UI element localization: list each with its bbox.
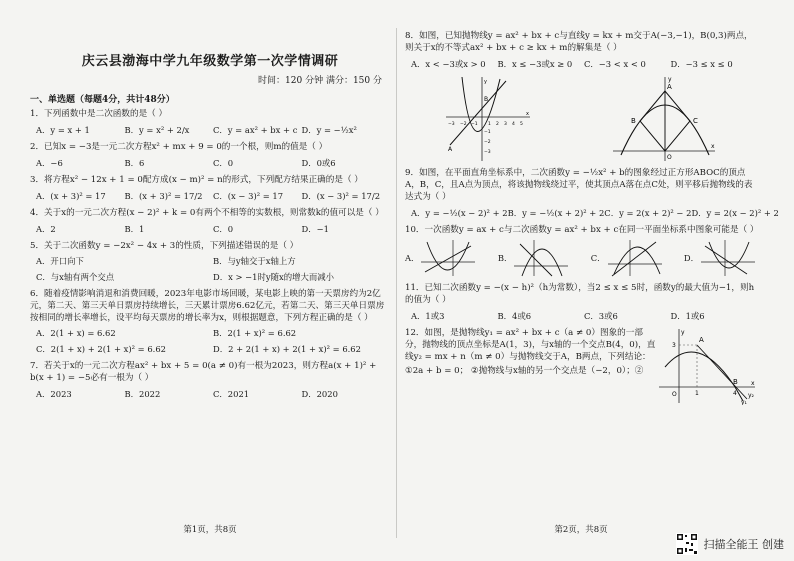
options-1: [36, 124, 390, 136]
point-label-a: A: [699, 336, 704, 344]
option: C．与x轴有两个交点: [36, 272, 115, 282]
exam-page-2: [405, 30, 779, 535]
options-11: [411, 310, 757, 322]
tick-label: −1: [470, 122, 478, 127]
page-fold: [396, 28, 397, 538]
tick-label: −3: [447, 122, 455, 127]
option: A．2023: [36, 389, 72, 399]
option: D．y = 2(x − 2)² + 2: [691, 208, 779, 218]
options-3: [36, 190, 390, 202]
option-graph: [606, 238, 664, 278]
exam-page-1: [30, 30, 390, 535]
options-9: [411, 207, 779, 219]
option: C．3或6: [584, 311, 618, 321]
exam-meta: 时间：120 分钟 满分：150 分: [258, 76, 382, 86]
option: B．2022: [124, 389, 161, 399]
exam-title: 庆云县渤海中学九年级数学第一次学情调研: [81, 54, 339, 69]
axis-label-x: x: [751, 380, 755, 387]
option: B．2(1 + x)² = 6.62: [213, 328, 297, 338]
option: B．y = −½(x + 2)² + 2: [507, 208, 605, 218]
option: B．6: [124, 158, 145, 168]
scanner-label: 扫描全能王 创建: [703, 538, 784, 551]
figures-q8-q9: [405, 75, 757, 163]
option: D．x > −1时y随x的增大而减小: [213, 272, 334, 282]
option: C．−3 < x < 0: [584, 59, 646, 69]
option: A．y = −½(x − 2)² + 2: [411, 208, 508, 218]
tick-label: −2: [459, 122, 467, 127]
question-5: 5．关于二次函数y = −2x² − 4x + 3的性质，下列描述错误的是（ ）: [30, 241, 299, 251]
tick-label: −2: [483, 140, 491, 145]
point-label-a: A: [447, 146, 452, 153]
scanner-watermark: [676, 533, 785, 555]
tick-label: 4: [511, 122, 515, 127]
figure-q8-graph: [444, 75, 534, 163]
question-8: 8．如图，已知抛物线y = ax² + bx + c与直线y = kx + m交于A(−3,−1)，B(0,3)两点，则关于x的不等式ax² + bx + c ≥ kx + m的解集是（ ）: [405, 31, 753, 53]
axis-label-y: y: [483, 79, 487, 85]
option: C．2021: [213, 389, 250, 399]
axis-label-x: x: [525, 111, 529, 117]
options-6: [36, 327, 390, 355]
option: D．2020: [301, 389, 338, 399]
question-6: 6．随着疫情影响消退和消费回暖，2023年电影市场回暖，某电影上映的第一天票房约为2亿元，第二天、第三天单日票房持续增长，三天累计票房6.62亿元，若第二天、第三天单日票房按相同的增长率增长，设平均每天票房的增长率为x，则根据题意，下列方程正确的是（ ）: [30, 289, 385, 323]
tick-label: 2: [495, 122, 499, 127]
point-label-b: B: [733, 378, 738, 386]
tick-label: −1: [483, 130, 491, 135]
point-label-b: B: [630, 117, 636, 125]
question-3: 3．将方程x² − 12x + 1 = 0配方成(x − m)² = n的形式，下列配方结果正确的是（ ）: [30, 175, 363, 185]
question-1: 1．下列函数中是二次函数的是（ ）: [30, 109, 168, 119]
axis-label-y: y: [681, 329, 685, 336]
axis-label-y: y: [667, 76, 672, 83]
option-c: C．: [591, 238, 664, 278]
option: C．0: [213, 158, 234, 168]
question-7: 7．若关于x的一元二次方程ax² + bx + 5 = 0(a ≠ 0)有一根为2023，则方程a(x + 1)² + b(x + 1) = −5必有一根为（ ）: [30, 361, 377, 383]
curve-label: y₁: [741, 399, 747, 405]
option: C．y = 2(x + 2)² − 2: [604, 208, 692, 218]
option: A．开口向下: [36, 256, 84, 266]
option-b: B．: [498, 238, 571, 278]
options-10: [405, 238, 757, 278]
option: A．−6: [36, 158, 63, 168]
point-label-a: A: [666, 83, 672, 91]
option-graph: [512, 238, 570, 278]
page-footer: 第1页，共8页: [183, 525, 237, 535]
options-5: [36, 255, 390, 283]
figure-q9-graph: [611, 75, 719, 163]
option: A．(x + 3)² = 17: [36, 191, 106, 201]
figure-q12-graph: [657, 327, 757, 405]
option-a: A．: [405, 238, 477, 278]
option: B．1: [124, 224, 145, 234]
option: A．2: [36, 224, 56, 234]
options-4: [36, 223, 390, 235]
option: C．(x − 3)² = 17: [213, 191, 284, 201]
question-11: 11．已知二次函数y = −(x − h)²（h为常数），当2 ≤ x ≤ 5时，函数y的最大值为−1，则h的值为（ ）: [405, 283, 755, 305]
section-heading: 一、单选题（每题4分，共计48分）: [30, 95, 175, 105]
question-10: 10．一次函数y = ax + c与二次函数y = ax² + bx + c在同一平面坐标系中图象可能是（ ）: [405, 225, 759, 235]
option-d: D．: [684, 238, 757, 278]
option: D．y = −½x²: [301, 125, 357, 135]
question-12-conclusions: ①2a + b = 0； ②抛物线与x轴的另一个交点是（−2，0）；②: [405, 366, 644, 376]
option: B．与y轴交于x轴上方: [213, 256, 296, 266]
axis-label-x: x: [710, 143, 715, 150]
origin-label: O: [666, 154, 672, 161]
question-12-block: [405, 327, 757, 405]
question-12: 12．如图，是抛物线y₁ = ax² + bx + c（a ≠ 0）图象的一部分，抛物线的顶点坐标是A(1，3)，与x轴的一个交点B(4，0)，直线y₂ = mx + n（m ≠ 0）与抛物线交于A，B两点，下列结论：: [405, 328, 656, 362]
option-graph: [419, 238, 477, 278]
option: A．1或3: [411, 311, 445, 321]
tick-label: 4: [733, 390, 737, 397]
option: C．2(1 + x) + 2(1 + x)² = 6.62: [36, 344, 166, 354]
option: D．−1: [301, 224, 329, 234]
tick-label: 1: [695, 390, 699, 397]
option: D．(x − 3)² = 17/2: [301, 191, 381, 201]
tick-label: 5: [519, 122, 523, 127]
option: D．2 + 2(1 + x) + 2(1 + x)² = 6.62: [213, 344, 361, 354]
options-2: [36, 157, 390, 169]
page-footer: 第2页，共8页: [554, 525, 608, 535]
option-graph: [699, 238, 757, 278]
question-2: 2．已知x = −3是一元二次方程x² + mx + 9 = 0的一个根，则m的值是（ ）: [30, 142, 328, 152]
option: A．y = x + 1: [36, 125, 90, 135]
option: B．(x + 3)² = 17/2: [124, 191, 203, 201]
option: C．0: [213, 224, 234, 234]
tick-label: 3: [503, 122, 507, 127]
option: D．−3 ≤ x ≤ 0: [670, 59, 733, 69]
point-label-c: C: [692, 117, 698, 125]
question-4: 4．关于x的一元二次方程(x − 2)² + k = 0有两个不相等的实数根，则常数k的值可以是（ ）: [30, 208, 384, 218]
qr-code-icon: [676, 533, 698, 555]
origin-label: O: [672, 391, 677, 398]
question-9: 9．如图，在平面直角坐标系中，二次函数y = −½x² + b的图象经过正方形ABOC的顶点A，B，C，且A点为顶点，将该抛物线绕过平，使其顶点A落在点C处，则平移后抛物线的表达式为（ ）: [405, 168, 753, 202]
options-8: [411, 58, 757, 70]
tick-label: 1: [487, 122, 491, 127]
options-7: [36, 388, 390, 400]
point-label-b: B: [483, 96, 488, 103]
option: B．x ≤ −3或x ≥ 0: [497, 59, 573, 69]
option: D．1或6: [670, 311, 705, 321]
option: A．x < −3或x > 0: [411, 59, 486, 69]
tick-label: −3: [483, 150, 491, 155]
line-label: y₂: [748, 392, 754, 399]
option: A．2(1 + x) = 6.62: [36, 328, 116, 338]
option: D．0或6: [301, 158, 336, 168]
option: C．y = ax² + bx + c: [213, 125, 298, 135]
tick-label: 3: [672, 342, 676, 349]
option: B．4或6: [497, 311, 532, 321]
option: B．y = x² + 2/x: [124, 125, 190, 135]
